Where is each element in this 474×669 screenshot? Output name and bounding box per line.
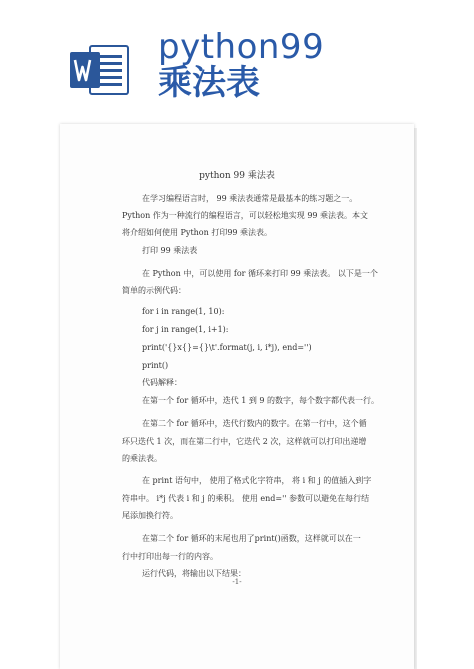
code-line: for i in range(1, 10): <box>142 307 225 316</box>
section-heading: 代码解释： <box>142 378 182 387</box>
paragraph-line: 的乘法表。 <box>122 454 162 463</box>
paragraph-line: 在第二个 for 循环中，迭代行数内的数字。在第一行中，这个循 <box>142 419 367 428</box>
paragraph-line: 运行代码，将输出以下结果： <box>142 569 246 578</box>
code-line: print('{}x{}={}\t'.format(j, i, i*j), end='') <box>142 343 312 352</box>
paragraph-line: 在第二个 for 循环的末尾也用了print()函数，这样就可以在一 <box>142 534 361 543</box>
header <box>0 0 474 110</box>
header-title-line2: 乘法表 <box>158 63 260 103</box>
page-number: -1- <box>232 578 242 586</box>
paragraph-line: 在 Python 中，可以使用 for 循环来打印 99 乘法表。 以下是一个 <box>142 269 378 278</box>
section-heading: 打印 99 乘法表 <box>142 246 198 255</box>
header-title-line1: python99 <box>158 27 325 67</box>
paragraph-line: 尾添加换行符。 <box>122 511 178 520</box>
paragraph-line: 在 print 语句中， 使用了格式化字符串， 将 i 和 j 的值插入到字 <box>142 476 372 485</box>
paragraph-line: 在第一个 for 循环中，迭代 1 到 9 的数字，每个数字都代表一行。 <box>142 396 380 405</box>
document-title: python 99 乘法表 <box>199 171 275 181</box>
paragraph-line: 将介绍如何使用 Python 打印99 乘法表。 <box>122 228 273 237</box>
code-line: print() <box>142 361 169 370</box>
paragraph-line: Python 作为一种流行的编程语言，可以轻松地实现 99 乘法表。本文 <box>122 211 369 220</box>
paragraph-line: 符串中。 i*j 代表 i 和 j 的乘积。 使用 end='' 参数可以避免在每行结 <box>122 494 370 503</box>
paragraph-line: 环只迭代 1 次，而在第二行中，它迭代 2 次，这样就可以打印出递增 <box>122 437 367 446</box>
code-line: for j in range(1, i+1): <box>142 325 229 334</box>
document-page <box>60 124 414 669</box>
paragraph-line: 行中打印出每一行的内容。 <box>122 552 218 561</box>
paragraph-line: 在学习编程语言时， 99 乘法表通常是最基本的练习题之一。 <box>142 194 358 203</box>
paragraph-line: 简单的示例代码： <box>122 286 186 295</box>
word-document-icon <box>68 42 130 98</box>
